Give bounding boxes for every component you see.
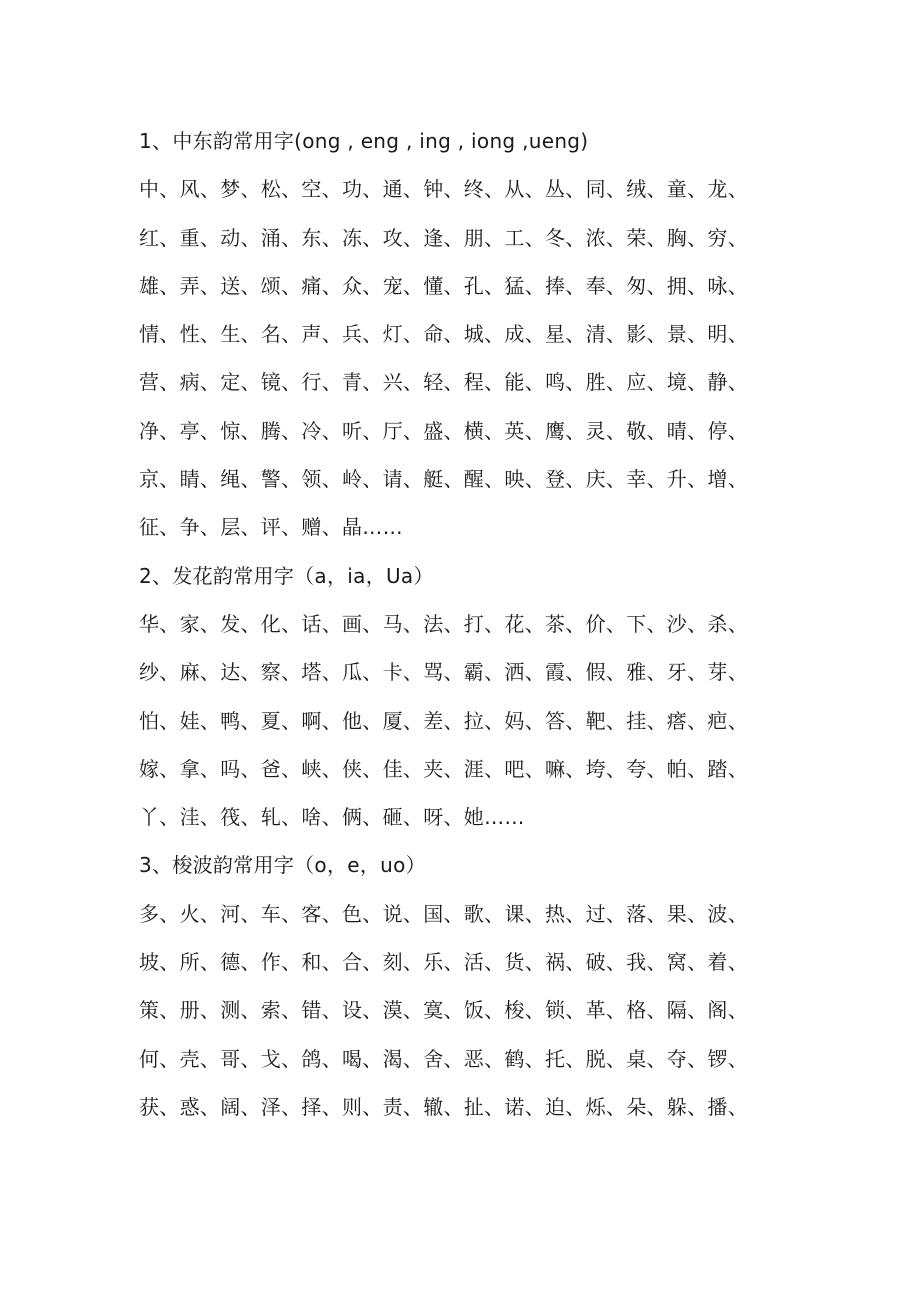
section-1-line: 情、性、生、名、声、兵、灯、命、城、成、星、清、影、景、明、 xyxy=(139,322,748,347)
section-1-line: 征、争、层、评、赠、晶…… xyxy=(139,515,403,540)
section-2-line: 丫、洼、筏、轧、啥、俩、砸、呀、她…… xyxy=(139,805,525,830)
section-2-line: 嫁、拿、吗、爸、峡、侠、佳、夹、涯、吧、嘛、垮、夸、帕、踏、 xyxy=(139,756,748,781)
section-3-line: 何、壳、哥、戈、鸽、喝、渴、舍、恶、鹤、托、脱、桌、夺、锣、 xyxy=(139,1046,748,1071)
section-1-line: 京、睛、绳、警、领、岭、请、艇、醒、映、登、庆、幸、升、增、 xyxy=(139,467,748,492)
section-heading-3: 3、梭波韵常用字（o，e，uo） xyxy=(139,853,426,878)
section-1-line: 雄、弄、送、颂、痛、众、宠、懂、孔、猛、捧、奉、匆、拥、咏、 xyxy=(139,273,748,298)
document-body xyxy=(139,117,809,1131)
section-heading-2: 2、发花韵常用字（a，ia，Ua） xyxy=(139,563,434,588)
section-2-line: 怕、娃、鸭、夏、啊、他、厦、差、拉、妈、答、靶、挂、瘩、疤、 xyxy=(139,708,748,733)
section-3-line: 获、惑、阔、泽、择、则、责、辙、扯、诺、迫、烁、朵、躲、播、 xyxy=(139,1094,748,1119)
section-1-line: 营、病、定、镜、行、青、兴、轻、程、能、鸣、胜、应、境、静、 xyxy=(139,370,748,395)
section-2-line: 纱、麻、达、察、塔、瓜、卡、骂、霸、洒、霞、假、雅、牙、芽、 xyxy=(139,660,748,685)
section-1-line: 中、风、梦、松、空、功、通、钟、终、从、丛、同、绒、童、龙、 xyxy=(139,177,748,202)
section-3-line: 多、火、河、车、客、色、说、国、歌、课、热、过、落、果、波、 xyxy=(139,901,748,926)
section-3-line: 策、册、测、索、错、设、漠、寞、饭、梭、锁、革、格、隔、阁、 xyxy=(139,998,748,1023)
section-1-line: 红、重、动、涌、东、冻、攻、逢、朋、工、冬、浓、荣、胸、穷、 xyxy=(139,225,748,250)
section-2-line: 华、家、发、化、话、画、马、法、打、花、茶、价、下、沙、杀、 xyxy=(139,611,748,636)
section-1-line: 净、亭、惊、腾、冷、听、厅、盛、横、英、鹰、灵、敬、晴、停、 xyxy=(139,418,748,443)
section-heading-1: 1、中东韵常用字(ong , eng , ing , iong ,ueng) xyxy=(139,129,589,153)
section-3-line: 坡、所、德、作、和、合、刻、乐、活、货、祸、破、我、窝、着、 xyxy=(139,950,748,975)
